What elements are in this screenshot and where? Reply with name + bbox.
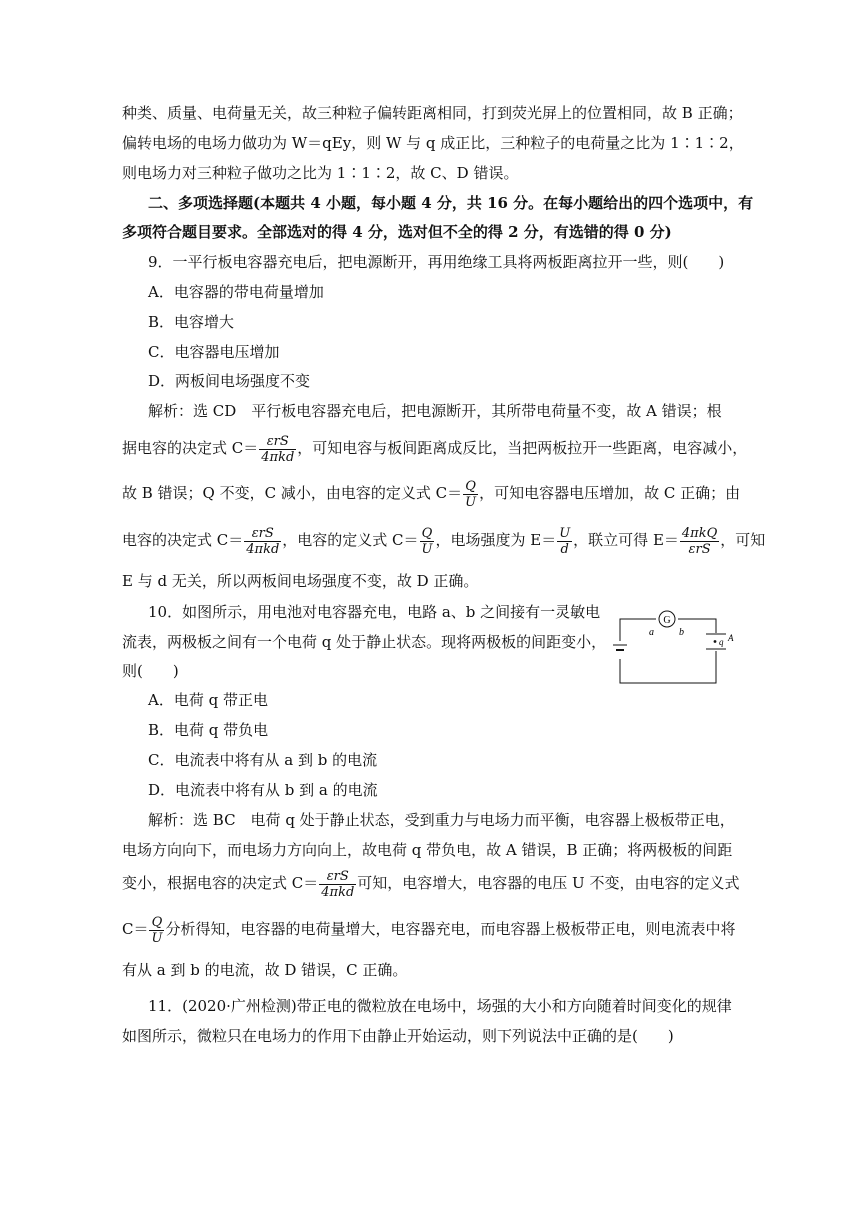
definition-fraction bbox=[463, 479, 478, 510]
charge-label: q bbox=[719, 637, 724, 647]
explanation-line: 有从 a 到 b 的电流，故 D 错误，C 正确。 bbox=[122, 961, 408, 979]
option-a: A．电荷 q 带正电 bbox=[148, 691, 268, 709]
fraction-numerator: εrS bbox=[319, 869, 356, 885]
text-span: 故 B 错误；Q 不变，C 减小，由电容的定义式 C＝ bbox=[122, 484, 463, 502]
fraction-numerator: 4πkQ bbox=[681, 525, 718, 541]
galvanometer-label: G bbox=[663, 615, 671, 626]
definition-fraction bbox=[149, 915, 164, 946]
text-span: 分析得知，电容器的电荷量增大，电容器充电，而电容器上极板带正电，则电流表中将 bbox=[165, 920, 736, 938]
plate-a-label: A bbox=[728, 633, 734, 643]
fraction-denominator: εrS bbox=[688, 541, 711, 557]
question-10: 则( ) bbox=[122, 662, 179, 680]
option-c: C．电流表中将有从 a 到 b 的电流 bbox=[148, 751, 378, 769]
text-span: ，电容的定义式 C＝ bbox=[282, 531, 419, 549]
fraction-numerator: Q bbox=[420, 526, 435, 542]
definition-fraction bbox=[420, 526, 435, 557]
text-span: ，可知电容与板间距离成反比，当把两板拉开一些距离，电容减小， bbox=[297, 439, 748, 457]
section-heading: 多项符合题目要求。全部选对的得 4 分，选对但不全的得 2 分，有选错的得 0 分) bbox=[122, 223, 672, 241]
text-span: ，可知电容器电压增加，故 C 正确；由 bbox=[479, 484, 741, 502]
fraction-numerator: U bbox=[559, 525, 571, 541]
text-span: 电容的决定式 C＝ bbox=[122, 531, 244, 549]
text-span: 据电容的决定式 C＝ bbox=[122, 439, 259, 457]
option-a: A．电容器的带电荷量增加 bbox=[148, 283, 324, 301]
explanation-line: 解析：选 BC 电荷 q 处于静止状态，受到重力与电场力而平衡，电容器上极板带正电， bbox=[148, 811, 735, 829]
text-span: 变小，根据电容的决定式 C＝ bbox=[122, 874, 319, 892]
node-b-label: b bbox=[679, 627, 684, 638]
circuit-loop bbox=[620, 619, 716, 683]
explanation-line bbox=[122, 523, 765, 557]
explanation-line bbox=[122, 912, 735, 946]
explanation-line: E 与 d 无关，所以两板间电场强度不变，故 D 正确。 bbox=[122, 572, 479, 590]
option-d: D．电流表中将有从 b 到 a 的电流 bbox=[148, 781, 378, 799]
capacitance-fraction bbox=[259, 434, 296, 465]
option-b: B．电容增大 bbox=[148, 313, 235, 331]
option-b: B．电荷 q 带负电 bbox=[148, 721, 269, 739]
text-span: 可知，电容增大，电容器的电压 U 不变，由电容的定义式 bbox=[357, 874, 740, 892]
option-d: D．两板间电场强度不变 bbox=[148, 372, 311, 390]
question-11: 11．(2020·广州检测)带正电的微粒放在电场中，场强的大小和方向随着时间变化的规律 bbox=[148, 997, 732, 1015]
option-c: C．电容器电压增加 bbox=[148, 343, 280, 361]
explanation-line: 解析：选 CD 平行板电容器充电后，把电源断开，其所带电荷量不变，故 A 错误；根 bbox=[148, 402, 722, 420]
question-9: 9．一平行板电容器充电后，把电源断开，再用绝缘工具将两板距离拉开一些，则( ) bbox=[148, 253, 725, 271]
circuit-figure bbox=[606, 603, 748, 689]
fraction-numerator: εrS bbox=[244, 526, 281, 542]
fraction-numerator: Q bbox=[463, 479, 478, 495]
question-10: 10．如图所示，用电池对电容器充电，电路 a、b 之间接有一灵敏电 bbox=[148, 603, 601, 621]
explanation-line bbox=[122, 866, 739, 900]
text-span: ，可知 bbox=[720, 531, 766, 549]
fraction-denominator: 4πkd bbox=[321, 884, 355, 900]
section-heading: 二、多项选择题(本题共 4 小题，每小题 4 分，共 16 分。在每小题给出的四个选项中，有 bbox=[148, 194, 754, 212]
question-11: 如图所示，微粒只在电场力的作用下由静止开始运动，则下列说法中正确的是( ) bbox=[122, 1027, 674, 1045]
node-a-label: a bbox=[649, 627, 654, 638]
text-line: 种类、质量、电荷量无关，故三种粒子偏转距离相同，打到荧光屏上的位置相同，故 B 正确； bbox=[122, 104, 743, 122]
fraction-denominator: U bbox=[465, 494, 477, 510]
explanation-line bbox=[122, 431, 747, 465]
charge-dot bbox=[714, 640, 717, 643]
fraction-numerator: Q bbox=[149, 915, 164, 931]
text-span: ，联立可得 E＝ bbox=[573, 531, 679, 549]
fraction-denominator: 4πkd bbox=[261, 449, 295, 465]
text-span: C＝ bbox=[122, 920, 149, 938]
text-line: 则电场力对三种粒子做功之比为 1∶1∶2，故 C、D 错误。 bbox=[122, 164, 519, 182]
field-result-fraction bbox=[680, 526, 719, 557]
text-span: ，电场强度为 E＝ bbox=[435, 531, 557, 549]
capacitance-fraction bbox=[244, 526, 281, 557]
explanation-line: 电场方向向下，而电场力方向向上，故电荷 q 带负电，故 A 错误，B 正确；将两极板的间距 bbox=[122, 841, 733, 859]
field-fraction bbox=[557, 526, 572, 557]
fraction-denominator: d bbox=[560, 541, 569, 557]
fraction-denominator: U bbox=[421, 541, 433, 557]
fraction-denominator: U bbox=[151, 930, 163, 946]
text-line: 偏转电场的电场力做功为 W＝qEy，则 W 与 q 成正比，三种粒子的电荷量之比为 1∶1∶2， bbox=[122, 134, 744, 152]
explanation-line bbox=[122, 476, 740, 510]
fraction-numerator: εrS bbox=[259, 434, 296, 450]
capacitance-fraction bbox=[319, 869, 356, 900]
question-10: 流表，两极板之间有一个电荷 q 处于静止状态。现将两极板的间距变小， bbox=[122, 633, 607, 651]
fraction-denominator: 4πkd bbox=[246, 541, 280, 557]
